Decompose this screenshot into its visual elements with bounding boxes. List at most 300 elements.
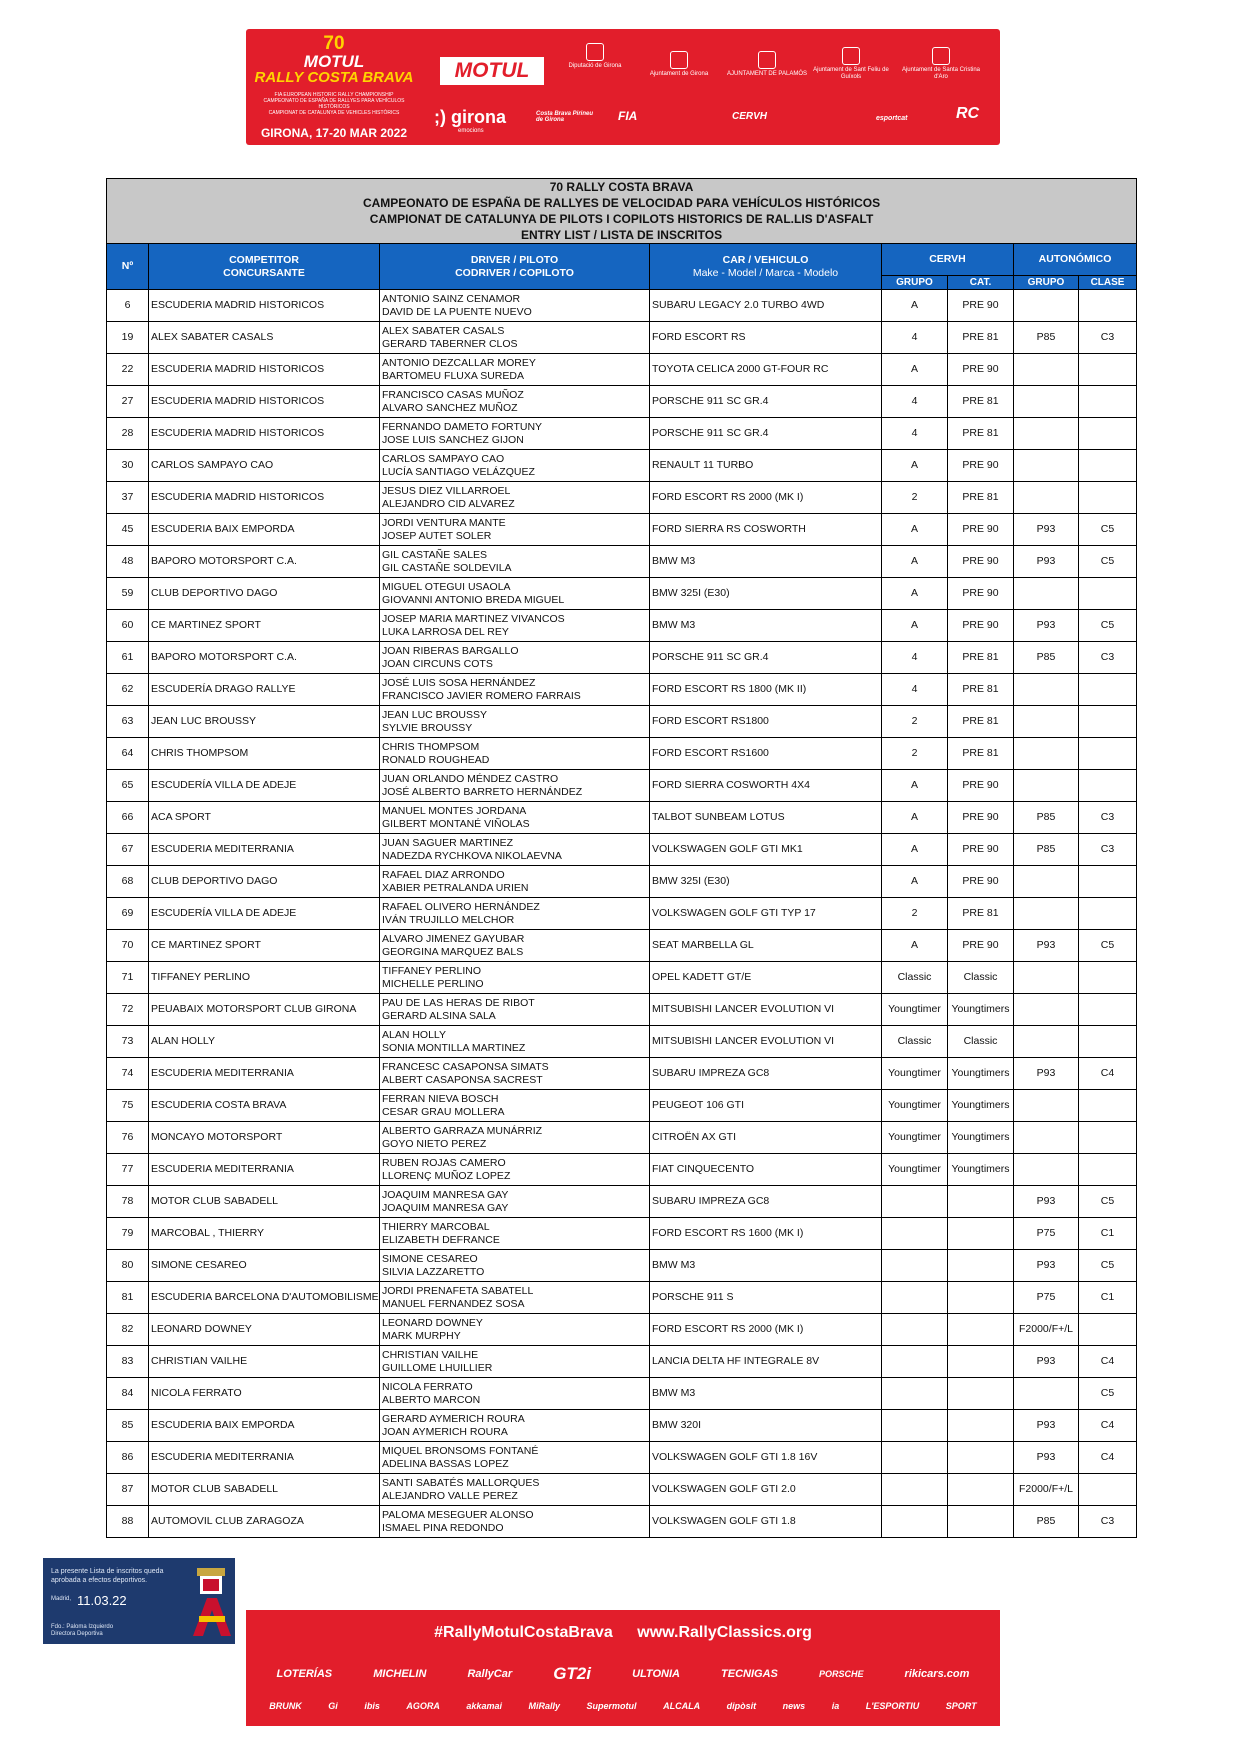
entry-competitor: ESCUDERIA MEDITERRANIA bbox=[149, 1442, 380, 1474]
table-row bbox=[107, 642, 1137, 674]
entry-number: 22 bbox=[107, 354, 149, 386]
sponsor-sport: SPORT bbox=[945, 1701, 977, 1711]
entry-crew bbox=[380, 610, 650, 642]
entry-driver: RUBEN ROJAS CAMERO bbox=[382, 1156, 506, 1169]
entry-car: RENAULT 11 TURBO bbox=[650, 450, 882, 482]
entry-crew bbox=[380, 642, 650, 674]
entry-car: FORD ESCORT RS bbox=[650, 322, 882, 354]
entry-codriver: ISMAEL PINA REDONDO bbox=[382, 1521, 504, 1534]
entry-auto-clase: C4 bbox=[1079, 1442, 1137, 1474]
entry-auto-grupo bbox=[1014, 866, 1079, 898]
entry-competitor: ESCUDERIA BAIX EMPORDA bbox=[149, 1410, 380, 1442]
entry-auto-clase: C3 bbox=[1079, 834, 1137, 866]
entry-car: BMW M3 bbox=[650, 546, 882, 578]
entry-auto-clase bbox=[1079, 994, 1137, 1026]
entry-cervh-cat: PRE 90 bbox=[948, 866, 1014, 898]
sponsor-porsche: PORSCHE bbox=[818, 1669, 864, 1679]
entry-auto-clase: C5 bbox=[1079, 610, 1137, 642]
entry-cervh-cat: PRE 90 bbox=[948, 930, 1014, 962]
sponsor-row-1 bbox=[256, 1664, 990, 1684]
entry-codriver: MARK MURPHY bbox=[382, 1329, 461, 1342]
entry-competitor: ALAN HOLLY bbox=[149, 1026, 380, 1058]
entry-cervh-grupo: 4 bbox=[882, 322, 948, 354]
approval-place: Madrid, bbox=[51, 1596, 72, 1602]
entry-auto-grupo bbox=[1014, 898, 1079, 930]
entry-cervh-cat: PRE 90 bbox=[948, 354, 1014, 386]
entry-number: 70 bbox=[107, 930, 149, 962]
entry-number: 87 bbox=[107, 1474, 149, 1506]
table-row bbox=[107, 1410, 1137, 1442]
entry-auto-grupo bbox=[1014, 386, 1079, 418]
entry-auto-clase bbox=[1079, 386, 1137, 418]
entry-car: CITROËN AX GTI bbox=[650, 1122, 882, 1154]
table-row bbox=[107, 770, 1137, 802]
header-auto-clase: CLASE bbox=[1079, 276, 1137, 290]
ajuntament-santa-cristina-logo: Ajuntament de Santa Cristina d'Aro bbox=[896, 47, 986, 81]
entry-cervh-cat bbox=[948, 1474, 1014, 1506]
entry-crew bbox=[380, 1474, 650, 1506]
entry-cervh-grupo: A bbox=[882, 354, 948, 386]
table-row bbox=[107, 482, 1137, 514]
entry-crew bbox=[380, 994, 650, 1026]
entry-driver: JUAN ORLANDO MÉNDEZ CASTRO bbox=[382, 772, 559, 785]
table-row bbox=[107, 514, 1137, 546]
entry-auto-clase bbox=[1079, 1122, 1137, 1154]
entry-driver: ALVARO JIMENEZ GAYUBAR bbox=[382, 932, 525, 945]
entry-number: 84 bbox=[107, 1378, 149, 1410]
entry-auto-clase: C3 bbox=[1079, 802, 1137, 834]
entry-competitor: AUTOMOVIL CLUB ZARAGOZA bbox=[149, 1506, 380, 1538]
entry-car: VOLKSWAGEN GOLF GTI 2.0 bbox=[650, 1474, 882, 1506]
sponsor-loterias: LOTERÍAS bbox=[276, 1668, 333, 1680]
entry-car: OPEL KADETT GT/E bbox=[650, 962, 882, 994]
entry-driver: RAFAEL OLIVERO HERNÁNDEZ bbox=[382, 900, 540, 913]
entry-codriver: LUKA LARROSA DEL REY bbox=[382, 625, 509, 638]
entry-driver: JUAN SAGUER MARTINEZ bbox=[382, 836, 514, 849]
table-row bbox=[107, 450, 1137, 482]
entry-crew bbox=[380, 322, 650, 354]
sponsor-gt2i: GT2i bbox=[553, 1664, 591, 1683]
table-row bbox=[107, 610, 1137, 642]
entry-auto-clase bbox=[1079, 290, 1137, 322]
entry-auto-grupo bbox=[1014, 1378, 1079, 1410]
table-row bbox=[107, 1186, 1137, 1218]
entry-number: 80 bbox=[107, 1250, 149, 1282]
entry-car: FIAT CINQUECENTO bbox=[650, 1154, 882, 1186]
header-autonomico: AUTONÓMICO bbox=[1014, 244, 1137, 276]
entry-auto-clase bbox=[1079, 1154, 1137, 1186]
entry-codriver: GERARD ALSINA SALA bbox=[382, 1009, 496, 1022]
footer-website[interactable]: www.RallyClassics.org bbox=[637, 1624, 812, 1641]
entry-crew bbox=[380, 738, 650, 770]
entry-auto-grupo bbox=[1014, 354, 1079, 386]
entry-number: 81 bbox=[107, 1282, 149, 1314]
entry-car: FORD ESCORT RS 1800 (MK II) bbox=[650, 674, 882, 706]
sponsor-diposit: dipòsit bbox=[726, 1701, 757, 1711]
entry-auto-grupo bbox=[1014, 674, 1079, 706]
table-row bbox=[107, 354, 1137, 386]
entry-cervh-cat: PRE 90 bbox=[948, 578, 1014, 610]
table-row bbox=[107, 1314, 1137, 1346]
entry-auto-clase bbox=[1079, 1026, 1137, 1058]
entry-codriver: ADELINA BASSAS LOPEZ bbox=[382, 1457, 509, 1470]
entry-number: 68 bbox=[107, 866, 149, 898]
rally-event-name: RALLY COSTA BRAVA bbox=[254, 69, 414, 86]
entry-number: 19 bbox=[107, 322, 149, 354]
entry-auto-grupo: P85 bbox=[1014, 1506, 1079, 1538]
entry-crew bbox=[380, 482, 650, 514]
entry-car: PORSCHE 911 S bbox=[650, 1282, 882, 1314]
approval-stamp bbox=[43, 1558, 235, 1644]
entry-cervh-grupo: A bbox=[882, 610, 948, 642]
entry-auto-grupo: P93 bbox=[1014, 1250, 1079, 1282]
entry-competitor: ESCUDERIA BARCELONA D'AUTOMOBILISME bbox=[149, 1282, 380, 1314]
approval-signer: Fdo.: Paloma Izquierdo Directora Deportiva bbox=[51, 1624, 114, 1637]
entry-number: 77 bbox=[107, 1154, 149, 1186]
costa-brava-logo: Costa Brava Pirineu de Girona bbox=[536, 111, 594, 123]
entry-auto-clase bbox=[1079, 866, 1137, 898]
entry-driver: SIMONE CESAREO bbox=[382, 1252, 478, 1265]
entry-driver: SANTI SABATÉS MALLORQUES bbox=[382, 1476, 540, 1489]
table-row bbox=[107, 386, 1137, 418]
entry-auto-clase: C5 bbox=[1079, 930, 1137, 962]
sponsor-news: news bbox=[782, 1701, 806, 1711]
table-row bbox=[107, 1122, 1137, 1154]
entry-auto-grupo bbox=[1014, 578, 1079, 610]
entry-cervh-grupo: A bbox=[882, 770, 948, 802]
entry-cervh-grupo: Youngtimer bbox=[882, 1154, 948, 1186]
sponsor-ultonia: ULTONIA bbox=[632, 1668, 680, 1680]
entry-auto-grupo bbox=[1014, 482, 1079, 514]
table-row bbox=[107, 674, 1137, 706]
entry-competitor: ESCUDERIA MADRID HISTORICOS bbox=[149, 418, 380, 450]
entry-car: MITSUBISHI LANCER EVOLUTION VI bbox=[650, 994, 882, 1026]
entry-cervh-grupo: A bbox=[882, 450, 948, 482]
entry-auto-clase bbox=[1079, 738, 1137, 770]
entry-codriver: JOSÉ ALBERTO BARRETO HERNÁNDEZ bbox=[382, 785, 583, 798]
entry-car: MITSUBISHI LANCER EVOLUTION VI bbox=[650, 1026, 882, 1058]
entry-number: 37 bbox=[107, 482, 149, 514]
entry-cervh-cat: Classic bbox=[948, 1026, 1014, 1058]
entry-crew bbox=[380, 930, 650, 962]
entry-cervh-grupo bbox=[882, 1250, 948, 1282]
entry-number: 65 bbox=[107, 770, 149, 802]
entry-car: BMW 325I (E30) bbox=[650, 578, 882, 610]
entry-car: SUBARU IMPREZA GC8 bbox=[650, 1058, 882, 1090]
entry-cervh-cat bbox=[948, 1282, 1014, 1314]
rfeda-crest-icon bbox=[191, 1566, 231, 1640]
entry-competitor: SIMONE CESAREO bbox=[149, 1250, 380, 1282]
entry-auto-grupo: P93 bbox=[1014, 1410, 1079, 1442]
entry-cervh-cat: PRE 81 bbox=[948, 642, 1014, 674]
entry-cervh-grupo: 4 bbox=[882, 418, 948, 450]
entry-crew bbox=[380, 1026, 650, 1058]
entry-auto-grupo bbox=[1014, 706, 1079, 738]
entry-cervh-grupo: 4 bbox=[882, 674, 948, 706]
entry-crew bbox=[380, 1346, 650, 1378]
entry-cervh-grupo: A bbox=[882, 866, 948, 898]
entry-auto-grupo bbox=[1014, 738, 1079, 770]
entry-number: 82 bbox=[107, 1314, 149, 1346]
header-banner bbox=[246, 29, 1000, 145]
entry-auto-grupo: F2000/F+/L bbox=[1014, 1314, 1079, 1346]
entry-number: 28 bbox=[107, 418, 149, 450]
header-num: Nº bbox=[107, 244, 149, 290]
entry-number: 6 bbox=[107, 290, 149, 322]
entry-crew bbox=[380, 1282, 650, 1314]
entry-cervh-grupo bbox=[882, 1218, 948, 1250]
entry-car: VOLKSWAGEN GOLF GTI 1.8 bbox=[650, 1506, 882, 1538]
entry-crew bbox=[380, 1442, 650, 1474]
entry-number: 73 bbox=[107, 1026, 149, 1058]
entry-cervh-grupo: 4 bbox=[882, 386, 948, 418]
entry-cervh-cat: PRE 90 bbox=[948, 610, 1014, 642]
footer-hashtag: #RallyMotulCostaBrava bbox=[434, 1624, 613, 1641]
entry-number: 59 bbox=[107, 578, 149, 610]
entry-codriver: GUILLOME LHUILLIER bbox=[382, 1361, 493, 1374]
entry-codriver: DAVID DE LA PUENTE NUEVO bbox=[382, 305, 532, 318]
entry-car: FORD SIERRA COSWORTH 4X4 bbox=[650, 770, 882, 802]
approval-date: 11.03.22 bbox=[77, 1593, 127, 1608]
entry-codriver: GIOVANNI ANTONIO BREDA MIGUEL bbox=[382, 593, 565, 606]
entry-competitor: MARCOBAL , THIERRY bbox=[149, 1218, 380, 1250]
fia-logo: FIA bbox=[618, 109, 638, 123]
entry-competitor: ESCUDERIA MADRID HISTORICOS bbox=[149, 354, 380, 386]
entry-codriver: BARTOMEU FLUXA SUREDA bbox=[382, 369, 524, 382]
entry-crew bbox=[380, 1506, 650, 1538]
entry-number: 48 bbox=[107, 546, 149, 578]
entry-car: PORSCHE 911 SC GR.4 bbox=[650, 386, 882, 418]
table-row bbox=[107, 738, 1137, 770]
entry-crew bbox=[380, 1090, 650, 1122]
entry-number: 86 bbox=[107, 1442, 149, 1474]
entry-competitor: ESCUDERIA MADRID HISTORICOS bbox=[149, 482, 380, 514]
entry-cervh-cat: PRE 90 bbox=[948, 802, 1014, 834]
entry-cervh-cat: PRE 81 bbox=[948, 418, 1014, 450]
entry-cervh-grupo: Classic bbox=[882, 962, 948, 994]
sponsor-agora: AGORA bbox=[406, 1701, 440, 1711]
entry-driver: ALBERTO GARRAZA MUNÁRRIZ bbox=[382, 1124, 543, 1137]
entry-crew bbox=[380, 674, 650, 706]
entry-auto-clase: C1 bbox=[1079, 1282, 1137, 1314]
entry-auto-clase: C1 bbox=[1079, 1218, 1137, 1250]
sponsor-mirally: MiRally bbox=[528, 1701, 560, 1711]
entry-crew bbox=[380, 706, 650, 738]
entry-codriver: GIL CASTAÑE SOLDEVILA bbox=[382, 561, 512, 574]
entry-car: VOLKSWAGEN GOLF GTI TYP 17 bbox=[650, 898, 882, 930]
table-row bbox=[107, 962, 1137, 994]
entry-cervh-cat: PRE 90 bbox=[948, 290, 1014, 322]
entry-cervh-cat bbox=[948, 1442, 1014, 1474]
entry-car: VOLKSWAGEN GOLF GTI 1.8 16V bbox=[650, 1442, 882, 1474]
entry-competitor: LEONARD DOWNEY bbox=[149, 1314, 380, 1346]
entry-driver: ALAN HOLLY bbox=[382, 1028, 446, 1041]
entry-car: PORSCHE 911 SC GR.4 bbox=[650, 642, 882, 674]
entry-driver: TIFFANEY PERLINO bbox=[382, 964, 481, 977]
entry-number: 27 bbox=[107, 386, 149, 418]
entry-auto-clase bbox=[1079, 482, 1137, 514]
entry-driver: GIL CASTAÑE SALES bbox=[382, 548, 488, 561]
table-row bbox=[107, 290, 1137, 322]
entry-auto-clase bbox=[1079, 1090, 1137, 1122]
entry-auto-grupo: F2000/F+/L bbox=[1014, 1474, 1079, 1506]
approval-text: La presente Lista de inscritos queda aprobada a efectos deportivos. bbox=[51, 1568, 164, 1584]
entry-driver: LEONARD DOWNEY bbox=[382, 1316, 483, 1329]
entry-codriver: NADEZDA RYCHKOVA NIKOLAEVNA bbox=[382, 849, 562, 862]
table-row bbox=[107, 1250, 1137, 1282]
entry-auto-clase: C5 bbox=[1079, 514, 1137, 546]
entry-cervh-grupo: 2 bbox=[882, 706, 948, 738]
entry-cervh-cat: PRE 90 bbox=[948, 834, 1014, 866]
entry-cervh-grupo bbox=[882, 1282, 948, 1314]
rc-logo: RC bbox=[956, 105, 980, 122]
entry-auto-clase bbox=[1079, 962, 1137, 994]
entry-cervh-grupo: A bbox=[882, 802, 948, 834]
entry-codriver: LUCÍA SANTIAGO VELÁZQUEZ bbox=[382, 465, 535, 478]
entry-cervh-cat bbox=[948, 1314, 1014, 1346]
entry-cervh-cat bbox=[948, 1250, 1014, 1282]
entry-driver: JORDI PRENAFETA SABATELL bbox=[382, 1284, 534, 1297]
entry-codriver: ALBERTO MARCON bbox=[382, 1393, 481, 1406]
entry-number: 85 bbox=[107, 1410, 149, 1442]
table-row bbox=[107, 1154, 1137, 1186]
entry-auto-grupo: P93 bbox=[1014, 1346, 1079, 1378]
entry-cervh-cat: PRE 81 bbox=[948, 322, 1014, 354]
entry-competitor: ESCUDERÍA VILLA DE ADEJE bbox=[149, 770, 380, 802]
entry-competitor: ESCUDERIA COSTA BRAVA bbox=[149, 1090, 380, 1122]
entry-driver: CHRISTIAN VAILHE bbox=[382, 1348, 479, 1361]
entry-codriver: JOSEP AUTET SOLER bbox=[382, 529, 492, 542]
sponsor-michelin: MICHELIN bbox=[373, 1668, 427, 1680]
table-row bbox=[107, 1474, 1137, 1506]
entry-auto-grupo: P93 bbox=[1014, 546, 1079, 578]
table-row bbox=[107, 1090, 1137, 1122]
entry-cervh-cat: PRE 81 bbox=[948, 482, 1014, 514]
entry-auto-clase bbox=[1079, 770, 1137, 802]
table-row bbox=[107, 1378, 1137, 1410]
entry-cervh-cat: PRE 90 bbox=[948, 514, 1014, 546]
table-row bbox=[107, 1282, 1137, 1314]
entry-crew bbox=[380, 1378, 650, 1410]
entry-auto-grupo bbox=[1014, 418, 1079, 450]
sponsor-tecnigas: TECNIGAS bbox=[721, 1668, 778, 1680]
entry-number: 79 bbox=[107, 1218, 149, 1250]
entry-auto-grupo: P93 bbox=[1014, 610, 1079, 642]
sponsor-gi: Gi bbox=[328, 1701, 338, 1711]
motul-logo: MOTUL bbox=[440, 57, 544, 85]
entry-codriver: JOSE LUIS SANCHEZ GIJON bbox=[382, 433, 524, 446]
entry-car: BMW M3 bbox=[650, 1378, 882, 1410]
table-row bbox=[107, 834, 1137, 866]
entry-cervh-cat: Youngtimers bbox=[948, 994, 1014, 1026]
entry-crew bbox=[380, 386, 650, 418]
entry-crew bbox=[380, 1058, 650, 1090]
entry-codriver: ALBERT CASAPONSA SACREST bbox=[382, 1073, 543, 1086]
table-row bbox=[107, 1058, 1137, 1090]
entry-car: LANCIA DELTA HF INTEGRALE 8V bbox=[650, 1346, 882, 1378]
entry-driver: MIGUEL OTEGUI USAOLA bbox=[382, 580, 511, 593]
entry-auto-grupo: P75 bbox=[1014, 1218, 1079, 1250]
table-row bbox=[107, 322, 1137, 354]
entry-auto-clase bbox=[1079, 1474, 1137, 1506]
entry-auto-clase bbox=[1079, 578, 1137, 610]
entry-driver: JOAN RIBERAS BARGALLO bbox=[382, 644, 519, 657]
entry-driver: FERRAN NIEVA BOSCH bbox=[382, 1092, 499, 1105]
entry-cervh-grupo: A bbox=[882, 834, 948, 866]
entry-auto-grupo: P85 bbox=[1014, 642, 1079, 674]
entry-codriver: GEORGINA MARQUEZ BALS bbox=[382, 945, 524, 958]
sponsor-row-2 bbox=[256, 1701, 990, 1711]
table-row bbox=[107, 1346, 1137, 1378]
entry-competitor: MONCAYO MOTORSPORT bbox=[149, 1122, 380, 1154]
entry-driver: THIERRY MARCOBAL bbox=[382, 1220, 490, 1233]
entry-cervh-grupo bbox=[882, 1442, 948, 1474]
entry-competitor: JEAN LUC BROUSSY bbox=[149, 706, 380, 738]
entry-cervh-cat: Youngtimers bbox=[948, 1154, 1014, 1186]
entry-codriver: ALEJANDRO VALLE PEREZ bbox=[382, 1489, 518, 1502]
entry-cervh-cat: PRE 90 bbox=[948, 450, 1014, 482]
entry-driver: JOSÉ LUIS SOSA HERNÁNDEZ bbox=[382, 676, 536, 689]
entry-competitor: CLUB DEPORTIVO DAGO bbox=[149, 578, 380, 610]
sponsor-akkamai: akkamai bbox=[466, 1701, 502, 1711]
entry-competitor: ESCUDERIA MEDITERRANIA bbox=[149, 834, 380, 866]
entry-car: BMW 320I bbox=[650, 1410, 882, 1442]
entry-auto-grupo: P85 bbox=[1014, 322, 1079, 354]
entry-cervh-cat bbox=[948, 1218, 1014, 1250]
entry-competitor: ESCUDERIA BAIX EMPORDA bbox=[149, 514, 380, 546]
entry-auto-clase: C3 bbox=[1079, 642, 1137, 674]
entry-auto-clase: C3 bbox=[1079, 322, 1137, 354]
entry-driver: JESUS DIEZ VILLARROEL bbox=[382, 484, 511, 497]
entry-cervh-grupo bbox=[882, 1314, 948, 1346]
entry-number: 62 bbox=[107, 674, 149, 706]
entry-cervh-cat: Classic bbox=[948, 962, 1014, 994]
entry-competitor: MOTOR CLUB SABADELL bbox=[149, 1474, 380, 1506]
entry-auto-clase: C5 bbox=[1079, 1186, 1137, 1218]
entry-car: FORD ESCORT RS 1600 (MK I) bbox=[650, 1218, 882, 1250]
entry-auto-grupo: P93 bbox=[1014, 1058, 1079, 1090]
entry-driver: RAFAEL DIAZ ARRONDO bbox=[382, 868, 505, 881]
entry-number: 78 bbox=[107, 1186, 149, 1218]
entry-car: FORD ESCORT RS 2000 (MK I) bbox=[650, 1314, 882, 1346]
esportcat-logo: esportcat bbox=[876, 115, 908, 122]
entry-number: 69 bbox=[107, 898, 149, 930]
entry-car: BMW M3 bbox=[650, 610, 882, 642]
entry-competitor: ESCUDERIA MEDITERRANIA bbox=[149, 1154, 380, 1186]
entry-cervh-grupo: 2 bbox=[882, 738, 948, 770]
entry-competitor: CHRIS THOMPSOM bbox=[149, 738, 380, 770]
entry-auto-grupo: P85 bbox=[1014, 834, 1079, 866]
rally-brand: MOTUL bbox=[303, 52, 365, 71]
entry-codriver: ALEJANDRO CID ALVAREZ bbox=[382, 497, 515, 510]
entry-crew bbox=[380, 450, 650, 482]
entry-cervh-grupo: Youngtimer bbox=[882, 1058, 948, 1090]
ajuntament-girona-logo: Ajuntament de Girona bbox=[634, 51, 724, 78]
entry-cervh-cat: PRE 90 bbox=[948, 546, 1014, 578]
header-cervh-grupo: GRUPO bbox=[882, 276, 948, 290]
entry-cervh-grupo: A bbox=[882, 546, 948, 578]
entry-cervh-grupo: Youngtimer bbox=[882, 994, 948, 1026]
entry-list-title: 70 RALLY COSTA BRAVA CAMPEONATO DE ESPAÑA DE RALLYES DE VELOCIDAD PARA VEHÍCULOS HISTÓRICOS CAMPIONAT DE CATALUNYA DE PILOTS I COPILOTS HISTORICS DE RAL.LIS D'ASFALT ENTRY LIST / LISTA DE INSCRITOS bbox=[107, 179, 1137, 244]
entry-auto-clase bbox=[1079, 898, 1137, 930]
entry-driver: FERNANDO DAMETO FORTUNY bbox=[382, 420, 543, 433]
entry-driver: PALOMA MESEGUER ALONSO bbox=[382, 1508, 534, 1521]
entry-codriver: RONALD ROUGHEAD bbox=[382, 753, 490, 766]
entry-auto-grupo bbox=[1014, 994, 1079, 1026]
header-car: CAR / VEHICULO Make - Model / Marca - Modelo bbox=[650, 244, 882, 290]
entry-crew bbox=[380, 962, 650, 994]
entry-car: PEUGEOT 106 GTI bbox=[650, 1090, 882, 1122]
